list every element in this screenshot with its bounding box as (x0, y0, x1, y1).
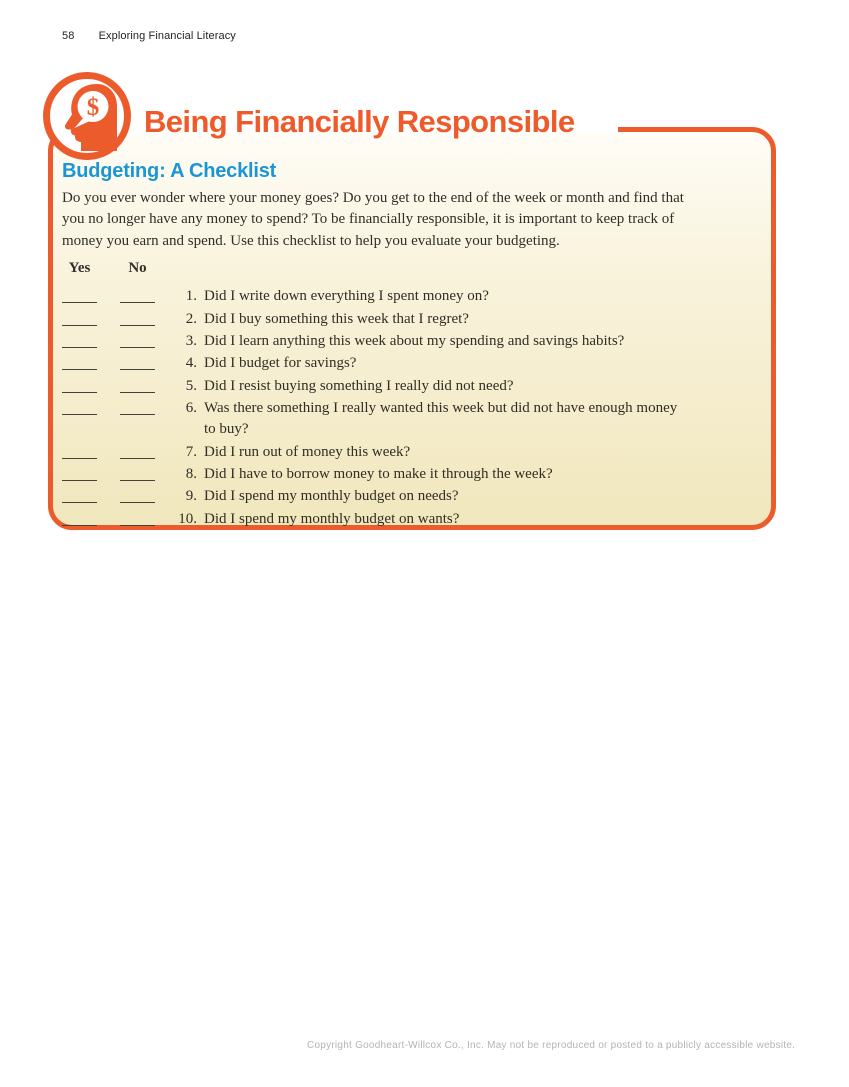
item-text-line: Did I spend my monthly budget on wants? (204, 510, 460, 527)
checklist-row (62, 464, 745, 485)
yes-blank-line[interactable] (62, 469, 97, 481)
checklist-row (62, 376, 745, 397)
item-number: 1. (185, 288, 197, 305)
no-column-label: No (128, 260, 147, 277)
item-text (204, 286, 489, 307)
no-blank-line[interactable] (120, 469, 155, 481)
intro-line: Do you ever wonder where your money goes? Do you get to the end of the week or month and find that (62, 190, 684, 206)
item-number: 8. (185, 465, 197, 482)
item-number: 9. (185, 488, 197, 505)
item-text (204, 331, 624, 352)
intro-line: you no longer have any money to spend? To be financially responsible, it is important to keep track of (62, 211, 675, 228)
item-text-line: Did I run out of money this week? (204, 443, 411, 460)
activity-title: Being Financially Responsible (144, 104, 575, 139)
copyright-footer: Copyright Goodheart-Willcox Co., Inc. May not be reproduced or posted to a publicly accessible website. (307, 1040, 796, 1051)
yes-blank-line[interactable] (62, 447, 97, 459)
yes-blank-line[interactable] (62, 491, 97, 503)
no-blank-line[interactable] (120, 403, 155, 415)
yes-blank-line[interactable] (62, 403, 97, 415)
checklist-row (62, 442, 745, 463)
yes-blank-line[interactable] (62, 358, 97, 370)
no-blank-line[interactable] (120, 336, 155, 348)
checklist-row (62, 486, 745, 507)
item-text-line: Did I budget for savings? (204, 355, 357, 372)
checklist-row (62, 509, 745, 530)
dollar-sign-glyph: $ (86, 94, 100, 121)
item-number: 6. (185, 400, 197, 417)
page-number: 58 (62, 30, 75, 42)
checklist-row (62, 398, 745, 440)
yes-blank-line[interactable] (62, 336, 97, 348)
head-profile-dollar-icon (41, 71, 133, 163)
checklist-row (62, 309, 745, 330)
section-heading: Budgeting: A Checklist (62, 160, 277, 182)
checklist-box (48, 127, 776, 530)
item-text (204, 376, 514, 397)
no-blank-line[interactable] (120, 514, 155, 526)
checklist-row (62, 331, 745, 352)
item-text (204, 353, 356, 374)
item-number: 7. (185, 443, 197, 460)
checklist-row (62, 353, 745, 374)
item-text-line: Did I learn anything this week about my spending and savings habits? (204, 333, 625, 349)
yes-blank-line[interactable] (62, 314, 97, 326)
item-number: 2. (185, 310, 197, 327)
no-blank-line[interactable] (120, 291, 155, 303)
item-text (204, 398, 677, 440)
book-title: Exploring Financial Literacy (98, 30, 236, 42)
checklist-rows (62, 286, 745, 530)
item-number: 3. (185, 333, 197, 349)
page-header (62, 30, 236, 42)
checklist-column-headers (62, 260, 745, 277)
item-number: 10. (178, 510, 197, 527)
item-text-line: Was there something I really wanted this week but did not have enough money (204, 400, 678, 417)
yes-blank-line[interactable] (62, 291, 97, 303)
no-blank-line[interactable] (120, 358, 155, 370)
no-blank-line[interactable] (120, 381, 155, 393)
item-text-line: to buy? (204, 421, 249, 438)
item-text (204, 464, 553, 485)
item-text-line: Did I write down everything I spent money on? (204, 288, 489, 305)
item-number: 4. (185, 355, 197, 372)
item-text (204, 442, 410, 463)
checklist-row (62, 286, 745, 307)
item-number: 5. (185, 377, 197, 394)
item-text-line: Did I resist buying something I really did not need? (204, 377, 514, 394)
intro-line: money you earn and spend. Use this checklist to help you evaluate your budgeting. (62, 232, 560, 249)
no-blank-line[interactable] (120, 447, 155, 459)
intro-paragraph (62, 188, 767, 252)
yes-blank-line[interactable] (62, 514, 97, 526)
yes-blank-line[interactable] (62, 381, 97, 393)
item-text (204, 309, 469, 330)
item-text (204, 486, 459, 507)
no-blank-line[interactable] (120, 314, 155, 326)
no-blank-line[interactable] (120, 491, 155, 503)
yes-column-label: Yes (68, 260, 91, 277)
item-text-line: Did I buy something this week that I regret? (204, 310, 469, 327)
item-text-line: Did I spend my monthly budget on needs? (204, 488, 459, 505)
item-text (204, 509, 459, 530)
item-text-line: Did I have to borrow money to make it through the week? (204, 465, 553, 482)
